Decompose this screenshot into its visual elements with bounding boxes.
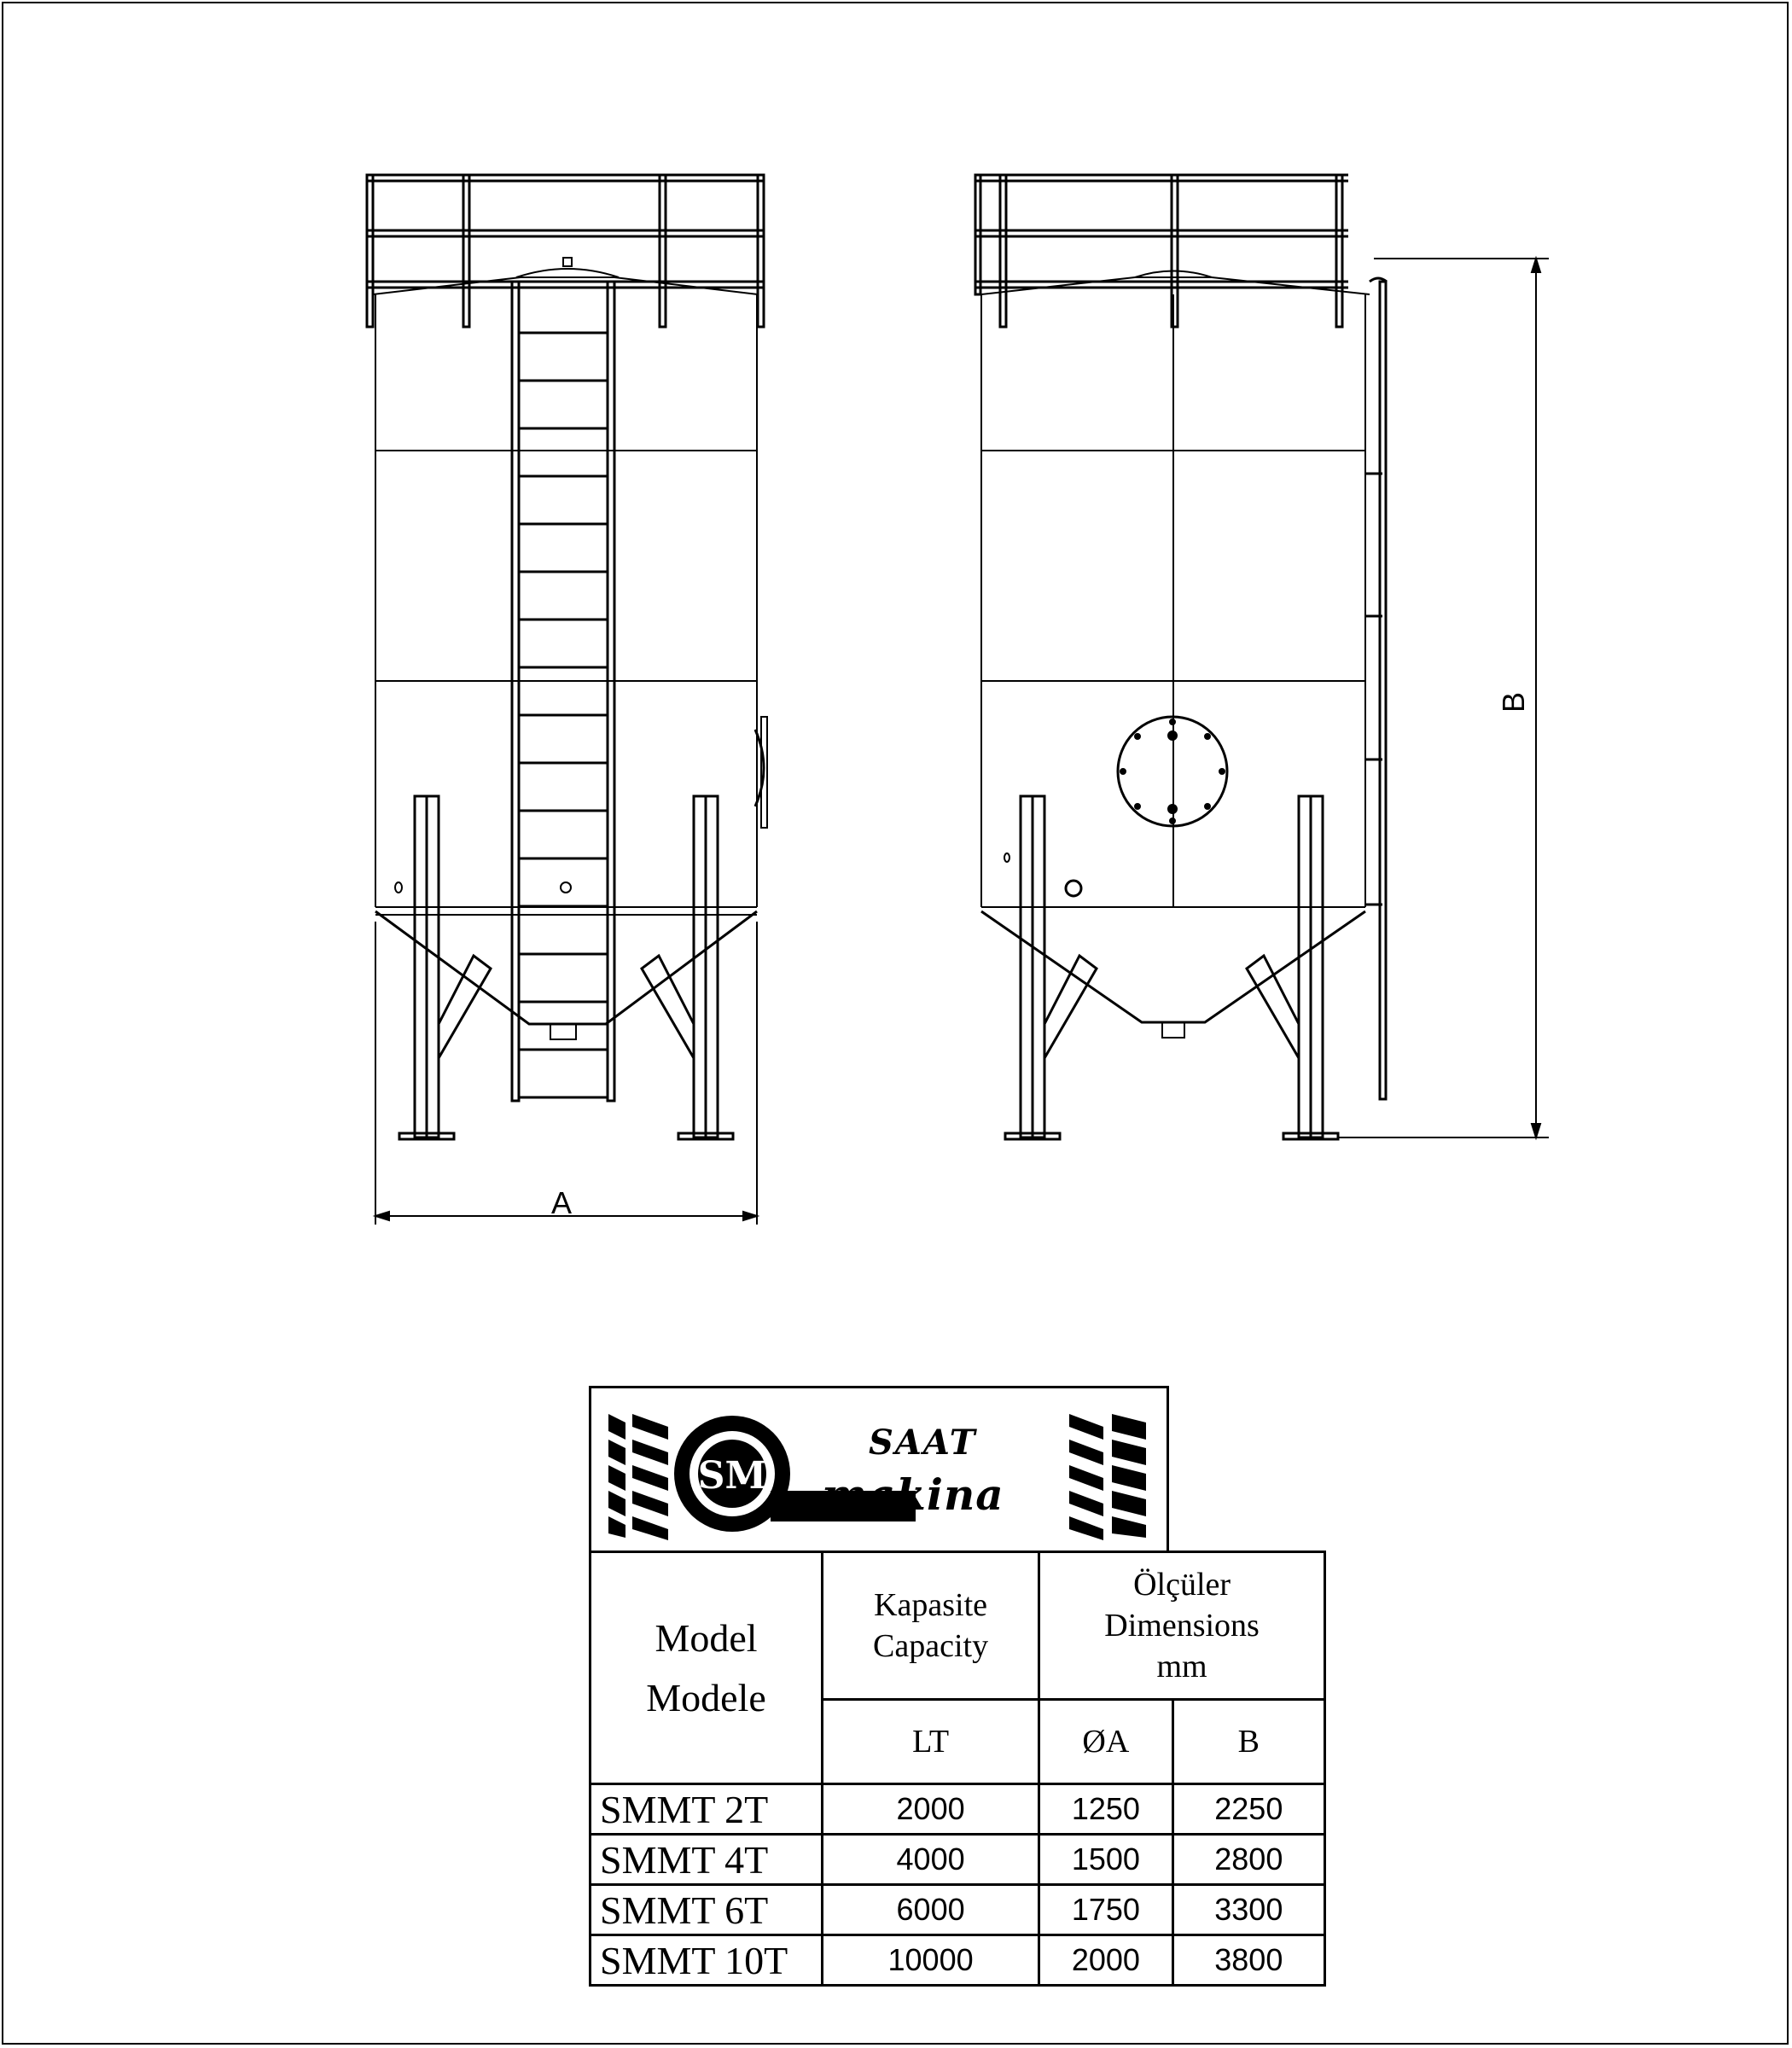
model-cell: SMMT 6T <box>591 1885 823 1935</box>
dim-a-cell: 1500 <box>1039 1835 1172 1885</box>
dim-b-cell: 3800 <box>1172 1935 1324 1986</box>
dim-a-cell: 1250 <box>1039 1784 1172 1835</box>
dim-b-cell: 3300 <box>1172 1885 1324 1935</box>
dimension-b-label: B <box>1496 691 1532 713</box>
table-row <box>591 1835 1325 1885</box>
capacity-cell: 4000 <box>823 1835 1039 1885</box>
model-cell: SMMT 2T <box>591 1784 823 1835</box>
brand-name-saat: SAAT <box>869 1423 977 1463</box>
table-row <box>591 1935 1325 1986</box>
table-row <box>591 1784 1325 1835</box>
dim-a-cell: 1750 <box>1039 1885 1172 1935</box>
dim-b-cell: 2800 <box>1172 1835 1324 1885</box>
capacity-cell: 10000 <box>823 1935 1039 1986</box>
side-guard-rail <box>975 175 1348 327</box>
front-ladder <box>512 282 614 1101</box>
svg-text:SM: SM <box>697 1454 767 1498</box>
capacity-header: Kapasite Capacity <box>823 1552 1039 1700</box>
dim-a-header: ØA <box>1039 1700 1172 1784</box>
dimensions-header: Ölçüler Dimensions mm <box>1039 1552 1325 1700</box>
silo-side-view <box>975 175 1549 1139</box>
capacity-unit: LT <box>823 1700 1039 1784</box>
tire-tread-left-icon <box>608 1414 668 1540</box>
table-row <box>591 1885 1325 1935</box>
brand-name-makina: makina <box>822 1469 1004 1520</box>
tire-tread-right-icon <box>1069 1414 1146 1540</box>
model-header: Model Modele <box>591 1552 823 1784</box>
dimension-a-label: A <box>551 1185 573 1220</box>
dim-b-cell: 2250 <box>1172 1784 1324 1835</box>
capacity-cell: 6000 <box>823 1885 1039 1935</box>
model-cell: SMMT 4T <box>591 1835 823 1885</box>
dim-a-cell: 2000 <box>1039 1935 1172 1986</box>
specification-table <box>589 1551 1326 1987</box>
front-guard-rail <box>367 175 764 327</box>
dim-b-header: B <box>1172 1700 1324 1784</box>
side-legs <box>1005 796 1338 1139</box>
silo-front-view <box>367 175 767 1225</box>
model-cell: SMMT 10T <box>591 1935 823 1986</box>
capacity-cell: 2000 <box>823 1784 1039 1835</box>
side-ladder <box>1365 278 1387 1099</box>
dimension-a-line <box>375 922 757 1225</box>
company-logo <box>589 1386 1169 1553</box>
